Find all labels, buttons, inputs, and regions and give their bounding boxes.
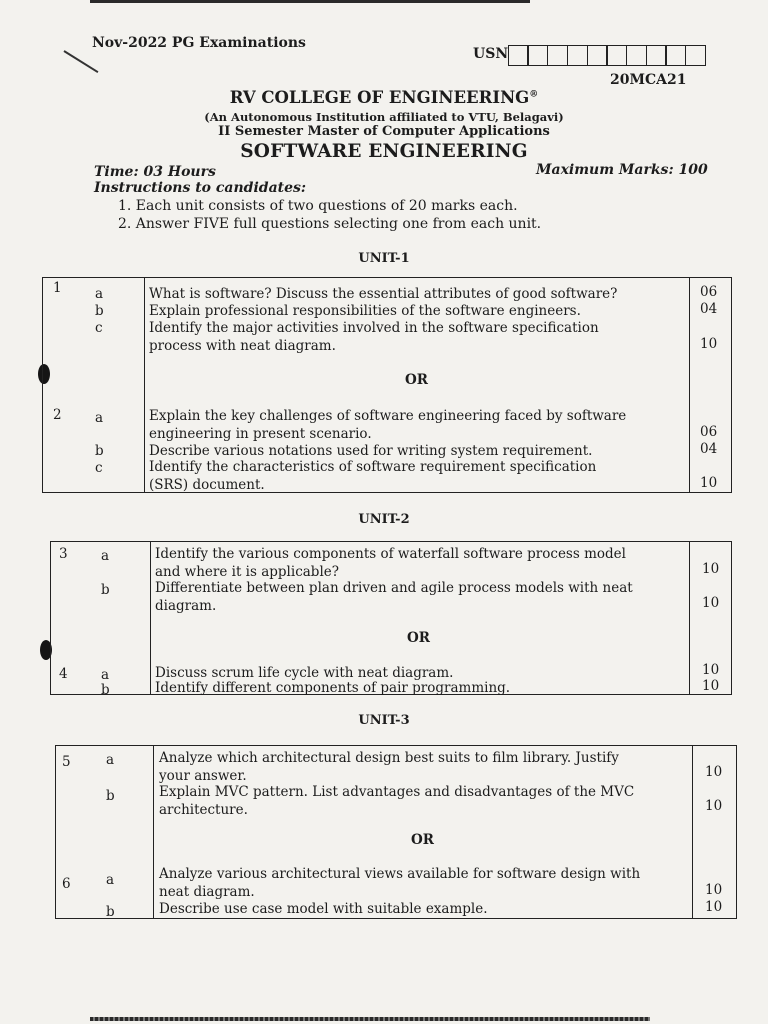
- or-separator: OR: [411, 832, 434, 848]
- part-label: a: [106, 872, 115, 888]
- part-label: b: [101, 682, 110, 698]
- part-label: c: [95, 320, 103, 336]
- question-text: process with neat diagram.: [149, 338, 336, 354]
- question-text: your answer.: [159, 768, 247, 784]
- part-label: c: [95, 460, 103, 476]
- question-text: Analyze various architectural views available for software design with: [159, 866, 641, 882]
- college-name: [0, 88, 768, 107]
- col-divider: [144, 278, 145, 492]
- part-label: b: [95, 303, 104, 319]
- question-text: and where it is applicable?: [155, 564, 339, 580]
- usn-box: [567, 45, 588, 66]
- question-text: What is software? Discuss the essential attributes of good software?: [149, 286, 618, 302]
- college-title: RV COLLEGE OF ENGINEERING: [229, 88, 530, 107]
- col-divider: [153, 746, 154, 918]
- unit-1-title: UNIT-1: [358, 251, 410, 266]
- part-label: b: [95, 443, 104, 459]
- question-text: Differentiate between plan driven and agile process models with neat: [155, 580, 633, 596]
- unit-3-title: UNIT-3: [358, 713, 410, 728]
- col-divider: [689, 278, 690, 492]
- or-separator: OR: [407, 630, 430, 646]
- question-text: Describe various notations used for writing system requirement.: [149, 443, 593, 459]
- instruction-1: 1. Each unit consists of two questions of 20 marks each.: [118, 198, 518, 214]
- marks: 10: [705, 899, 723, 915]
- part-label: b: [106, 904, 115, 920]
- exam-time: Time: 03 Hours: [94, 164, 216, 180]
- usn-box: [606, 45, 627, 66]
- part-label: a: [101, 548, 110, 564]
- course-code: 20MCA21: [610, 72, 687, 88]
- question-text: Explain professional responsibilities of the software engineers.: [149, 303, 581, 319]
- marks: 10: [702, 595, 720, 611]
- unit-3-table: [55, 745, 737, 919]
- usn-box: [626, 45, 647, 66]
- part-label: a: [95, 286, 104, 302]
- question-text: Identify the various components of waterfall software process model: [155, 546, 626, 562]
- usn-box: [587, 45, 608, 66]
- question-text: diagram.: [155, 598, 217, 614]
- col-divider: [692, 746, 693, 918]
- question-number: 5: [62, 754, 71, 770]
- marks: 10: [705, 798, 723, 814]
- question-text: Identify the characteristics of software requirement specification: [149, 459, 597, 475]
- col-divider: [150, 542, 151, 694]
- usn-box: [547, 45, 568, 66]
- question-text: Discuss scrum life cycle with neat diagram.: [155, 665, 454, 681]
- question-text: Identify different components of pair programming.: [155, 680, 511, 696]
- question-text: Explain the key challenges of software engineering faced by software: [149, 408, 627, 424]
- marks: 10: [705, 882, 723, 898]
- marks: 10: [700, 475, 718, 491]
- part-label: b: [106, 788, 115, 804]
- question-number: 1: [53, 280, 62, 296]
- question-text: (SRS) document.: [149, 477, 265, 493]
- question-text: Explain MVC pattern. List advantages and disadvantages of the MVC: [159, 784, 635, 800]
- question-text: architecture.: [159, 802, 248, 818]
- scan-edge-top: [90, 0, 530, 3]
- usn-boxes: [509, 45, 706, 66]
- usn-box: [685, 45, 706, 66]
- exam-session: Nov-2022 PG Examinations: [92, 35, 306, 51]
- marks: 04: [700, 441, 718, 457]
- semester: II Semester Master of Computer Applications: [218, 124, 550, 139]
- part-label: a: [101, 667, 110, 683]
- instructions-title: Instructions to candidates:: [94, 180, 307, 196]
- pen-mark: [63, 50, 98, 73]
- question-text: neat diagram.: [159, 884, 255, 900]
- affiliation: (An Autonomous Institution affiliated to VTU, Belagavi): [204, 110, 564, 124]
- or-separator: OR: [405, 372, 428, 388]
- marks: 06: [700, 424, 718, 440]
- marks: 10: [702, 678, 720, 694]
- question-number: 3: [59, 546, 68, 562]
- question-number: 2: [53, 407, 62, 423]
- question-text: engineering in present scenario.: [149, 426, 372, 442]
- part-label: b: [101, 582, 110, 598]
- question-text: Identify the major activities involved in the software specification: [149, 320, 599, 336]
- marks: 10: [702, 561, 720, 577]
- unit-2-title: UNIT-2: [358, 512, 410, 527]
- instruction-2: 2. Answer FIVE full questions selecting one from each unit.: [118, 216, 542, 232]
- marks: 04: [700, 301, 718, 317]
- max-marks: Maximum Marks: 100: [536, 162, 708, 178]
- marks: 06: [700, 284, 718, 300]
- marks: 10: [702, 662, 720, 678]
- question-number: 4: [59, 666, 68, 682]
- part-label: a: [95, 410, 104, 426]
- usn-box: [646, 45, 667, 66]
- marks: 10: [705, 764, 723, 780]
- usn-box: [508, 45, 529, 66]
- scan-edge-bottom: [90, 1017, 650, 1021]
- unit-1-table: [42, 277, 732, 493]
- unit-2-table: [50, 541, 732, 698]
- marks: 10: [700, 336, 718, 352]
- part-label: a: [106, 752, 115, 768]
- question-text: Describe use case model with suitable example.: [159, 901, 488, 917]
- question-number: 6: [62, 876, 71, 892]
- question-text: Analyze which architectural design best suits to film library. Justify: [159, 750, 619, 766]
- usn-label: USN: [473, 46, 509, 62]
- usn-box: [527, 45, 548, 66]
- usn-box: [665, 45, 686, 66]
- subject-title: SOFTWARE ENGINEERING: [240, 141, 528, 162]
- registered-mark: ®: [529, 89, 539, 100]
- col-divider: [689, 542, 690, 694]
